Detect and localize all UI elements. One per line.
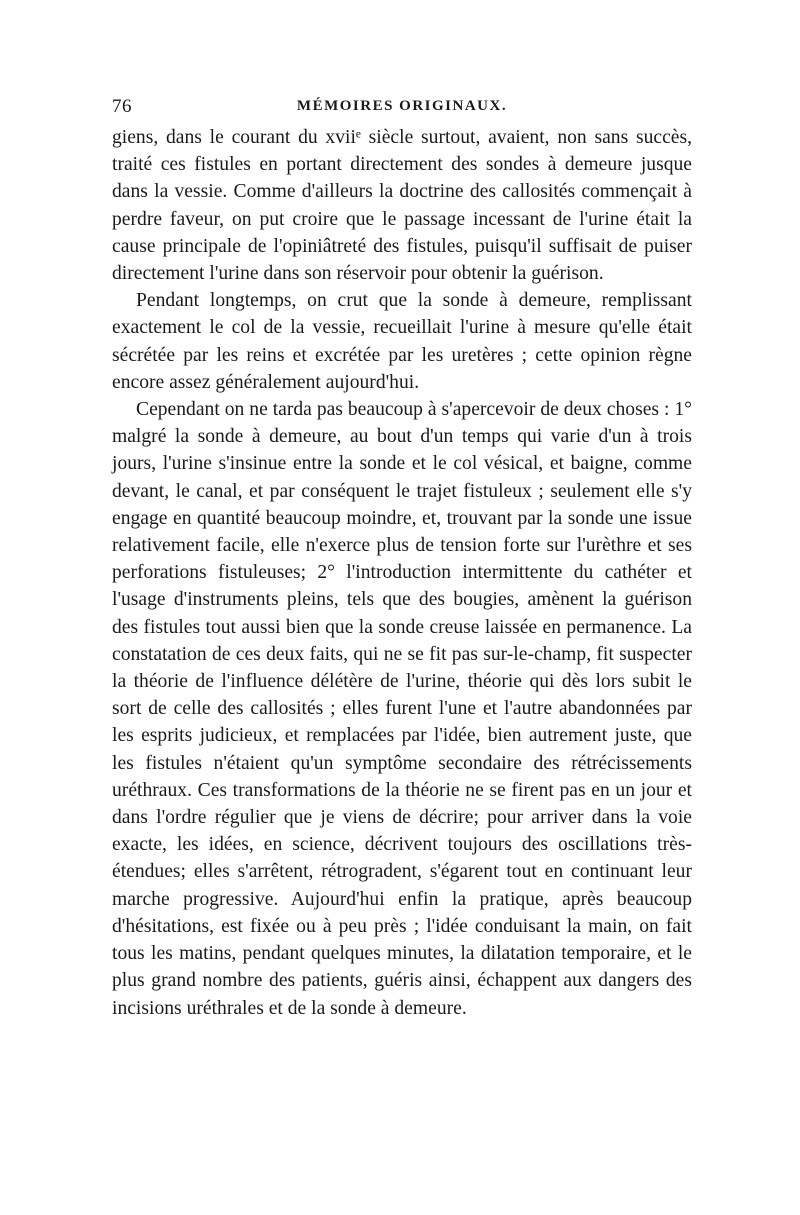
book-page xyxy=(112,96,692,1022)
page-number: 76 xyxy=(112,96,132,117)
paragraph-2: Pendant longtemps, on crut que la sonde à demeure, remplissant exactement le col de la vessie, recueillait l'urine à mesure qu'elle était sécrétée par les reins et excrétée par les uretères ; cette opinion règne encore assez généralement aujourd'hui. xyxy=(112,290,692,393)
paragraph-1: giens, dans le courant du xviiᵉ siècle surtout, avaient, non sans succès, traité ces fistules en portant directement des sondes à demeure jusque dans la vessie. Comme d'ailleurs la doctrine des callosités commençait à perdre faveur, on put croire que le passage incessant de l'urine était la cause principale de l'opiniâtreté des fistules, puisqu'il suffisait de puiser directement l'urine dans son réservoir pour obtenir la guérison. xyxy=(112,127,692,285)
paragraph-3: Cependant on ne tarda pas beaucoup à s'apercevoir de deux choses : 1° malgré la sonde à demeure, au bout d'un temps qui varie d'un à trois jours, l'urine s'insinue entre la sonde et le col vésical, et baigne, comme devant, le canal, et par conséquent le trajet fistuleux ; seulement elle s'y engage en quantité beaucoup moindre, et, trouvant par la sonde une issue relativement facile, elle n'exerce plus de tension forte sur l'urèthre et ses perforations fistuleuses; 2° l'introduction intermittente du cathéter et l'usage d'instruments pleins, tels que des bougies, amènent la guérison des fistules tout aussi bien que la sonde creuse laissée en permanence. La constatation de ces deux faits, qui ne se fit pas sur-le-champ, fit suspecter la théorie de l'influence délétère de l'urine, théorie qui dès lors subit le sort de celle des callosités ; elles furent l'une et l'autre abandonnées par les esprits judicieux, et remplacées par l'idée, bien autrement juste, que les fistules n'étaient qu'un symptôme secondaire des rétrécissements uréthraux. Ces transformations de la théorie ne se firent pas en un jour et dans l'ordre régulier que je viens de décrire; pour arriver dans la voie exacte, les idées, en science, décrivent toujours des oscillations très-étendues; elles s'arrêtent, rétrogradent, s'égarent tout en continuant leur marche progressive. Aujourd'hui enfin la pratique, après beaucoup d'hésitations, est fixée ou à peu près ; l'idée conduisant la main, on fait tous les matins, pendant quelques minutes, la dilatation temporaire, et le plus grand nombre des patients, guéris ainsi, échappent aux dangers des incisions uréthrales et de la sonde à demeure. xyxy=(112,399,692,1019)
running-title: MÉMOIRES ORIGINAUX. xyxy=(296,98,508,114)
running-head xyxy=(112,96,692,124)
body-text xyxy=(112,124,692,1022)
